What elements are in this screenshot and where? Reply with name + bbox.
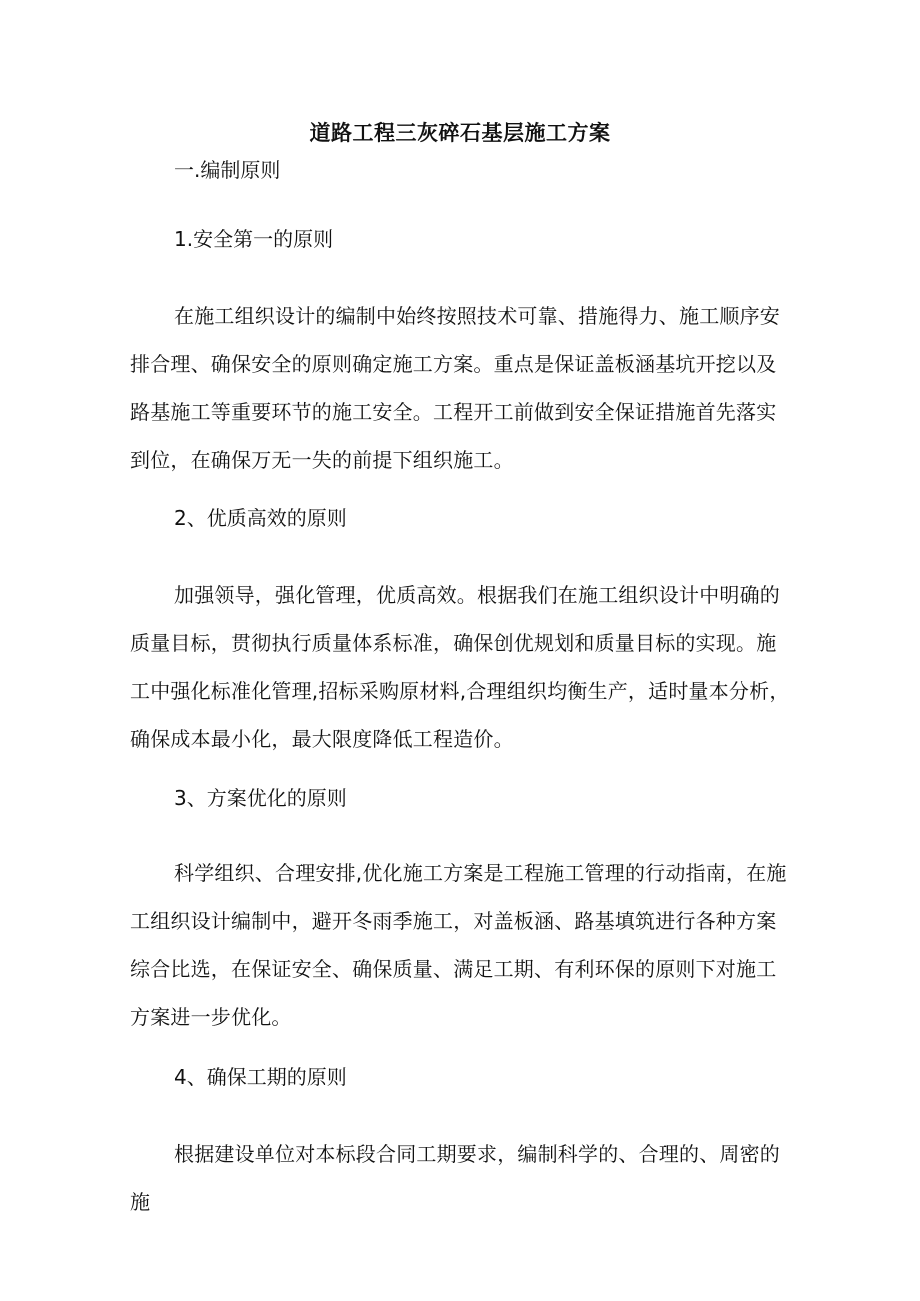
principle-heading-plan-optimization: 3、方案优化的原则 (174, 786, 347, 810)
principle-body-plan-optimization: 科学组织、合理安排,优化施工方案是工程施工管理的行动指南，在施工组织设计编制中，避开冬雨季施工，对盖板涵、路基填筑进行各种方案综合比选，在保证安全、确保质量、满足工期、有利环保的原则下对施工方案进一步优化。 (130, 861, 787, 1029)
document-title: 道路工程三灰碎石基层施工方案 (309, 121, 611, 145)
principle-heading-quality-efficiency: 2、优质高效的原则 (174, 506, 347, 530)
principle-body-schedule-assurance: 根据建设单位对本标段合同工期要求，编制科学的、合理的、周密的施 (130, 1142, 780, 1214)
principle-heading-safety-first: 1.安全第一的原则 (174, 227, 334, 251)
section-heading-compilation-principles: 一.编制原则 (174, 158, 281, 182)
principle-body-quality-efficiency: 加强领导，强化管理，优质高效。根据我们在施工组织设计中明确的质量目标，贯彻执行质量体系标准，确保创优规划和质量目标的实现。施工中强化标准化管理,招标采购原材料,合理组织均衡生产，适时量本分析，确保成本最小化，最大限度降低工程造价。 (130, 583, 790, 751)
principle-heading-schedule-assurance: 4、确保工期的原则 (174, 1065, 347, 1089)
principle-body-safety-first: 在施工组织设计的编制中始终按照技术可靠、措施得力、施工顺序安排合理、确保安全的原则确定施工方案。重点是保证盖板涵基坑开挖以及路基施工等重要环节的施工安全。工程开工前做到安全保证措施首先落实到位，在确保万无一失的前提下组织施工。 (130, 304, 780, 472)
